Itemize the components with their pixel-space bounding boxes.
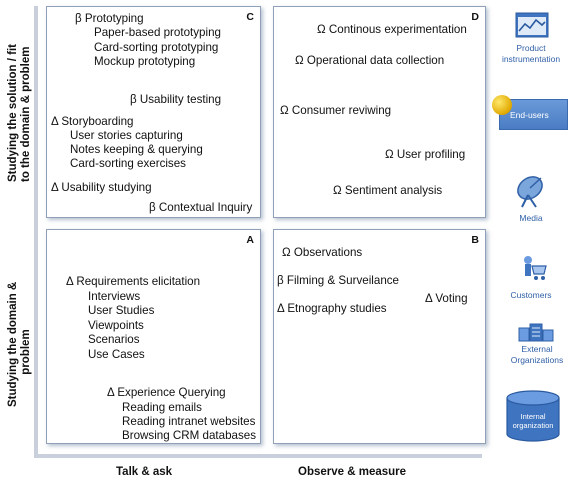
y-axis-top-label-line2: to the domain & problem — [20, 46, 32, 182]
method-item: Ω Consumer reviwing — [280, 104, 392, 117]
method-item: Ω Continous experimentation — [317, 23, 467, 36]
satellite-dish-icon — [514, 173, 548, 209]
source-label-media — [487, 213, 571, 224]
method-item: Ω Operational data collection — [295, 54, 445, 67]
quadrant-a-letter: A — [246, 234, 254, 246]
method-item: Δ Etnography studies — [277, 302, 387, 315]
source-label-line: Customers — [510, 290, 552, 300]
method-item: β Prototyping — [75, 12, 144, 25]
y-axis-top-label-line1: Studying the solution / fit — [7, 44, 19, 182]
method-item: Scenarios — [88, 333, 140, 346]
method-item: Reading emails — [122, 401, 202, 414]
method-item: Use Cases — [88, 348, 145, 361]
quadrant-d-letter: D — [471, 11, 479, 23]
quadrant-c-letter: C — [246, 11, 254, 23]
chart-window-icon — [515, 12, 549, 38]
source-label-product-instrumentation — [487, 43, 571, 65]
source-label-line: Product — [516, 43, 546, 53]
x-axis-right-label: Observe & measure — [298, 466, 407, 478]
method-item: Ω Observations — [282, 246, 363, 259]
method-item: β Filming & Surveilance — [277, 274, 400, 287]
source-label-line: instrumentation — [501, 54, 561, 64]
method-item: Notes keeping & querying — [70, 143, 203, 156]
method-item: User stories capturing — [70, 129, 183, 142]
method-item: Δ Voting — [425, 292, 468, 305]
source-label-external-organizations — [493, 344, 571, 366]
method-item: β Usability testing — [130, 93, 222, 106]
source-label-line: External — [521, 344, 553, 354]
method-item: Δ Storyboarding — [51, 115, 134, 128]
y-axis-bottom-label-line1: Studying the domain & — [7, 281, 19, 407]
y-axis-bottom-label-line2: problem — [20, 329, 32, 375]
method-item: Browsing CRM databases — [122, 429, 257, 442]
source-label-line: Media — [519, 213, 543, 223]
method-item: Paper-based prototyping — [94, 26, 221, 39]
coins-icon — [492, 95, 512, 115]
method-item: Viewpoints — [88, 319, 144, 332]
method-item: Δ Requirements elicitation — [66, 275, 201, 288]
method-item: Ω User profiling — [385, 148, 466, 161]
method-item: Δ Experience Querying — [107, 386, 226, 399]
method-item: Card-sorting prototyping — [94, 41, 219, 54]
source-label-line: Internal — [520, 412, 546, 421]
quadrant-b — [273, 229, 486, 444]
source-label-line: organization — [512, 421, 554, 430]
source-label-customers — [487, 290, 571, 301]
shopping-cart-icon — [518, 254, 548, 282]
y-axis-bottom-label — [7, 281, 37, 407]
horizontal-axis — [34, 454, 482, 458]
method-item: Δ Usability studying — [51, 181, 152, 194]
source-label-line: Organizations — [510, 355, 564, 365]
x-axis-left-label: Talk & ask — [116, 466, 173, 478]
method-item: β Contextual Inquiry — [149, 201, 253, 214]
y-axis-top-label — [7, 44, 37, 182]
method-item: User Studies — [88, 304, 155, 317]
method-item: Card-sorting exercises — [70, 157, 186, 170]
method-item: Reading intranet websites — [122, 415, 256, 428]
buildings-icon — [518, 322, 554, 342]
source-label-end-users: End-users — [510, 110, 549, 120]
method-item: Mockup prototyping — [94, 55, 196, 68]
method-item: Interviews — [88, 290, 141, 303]
source-label-internal-organization — [505, 412, 561, 430]
quadrant-b-letter: B — [471, 234, 479, 246]
method-item: Ω Sentiment analysis — [333, 184, 443, 197]
